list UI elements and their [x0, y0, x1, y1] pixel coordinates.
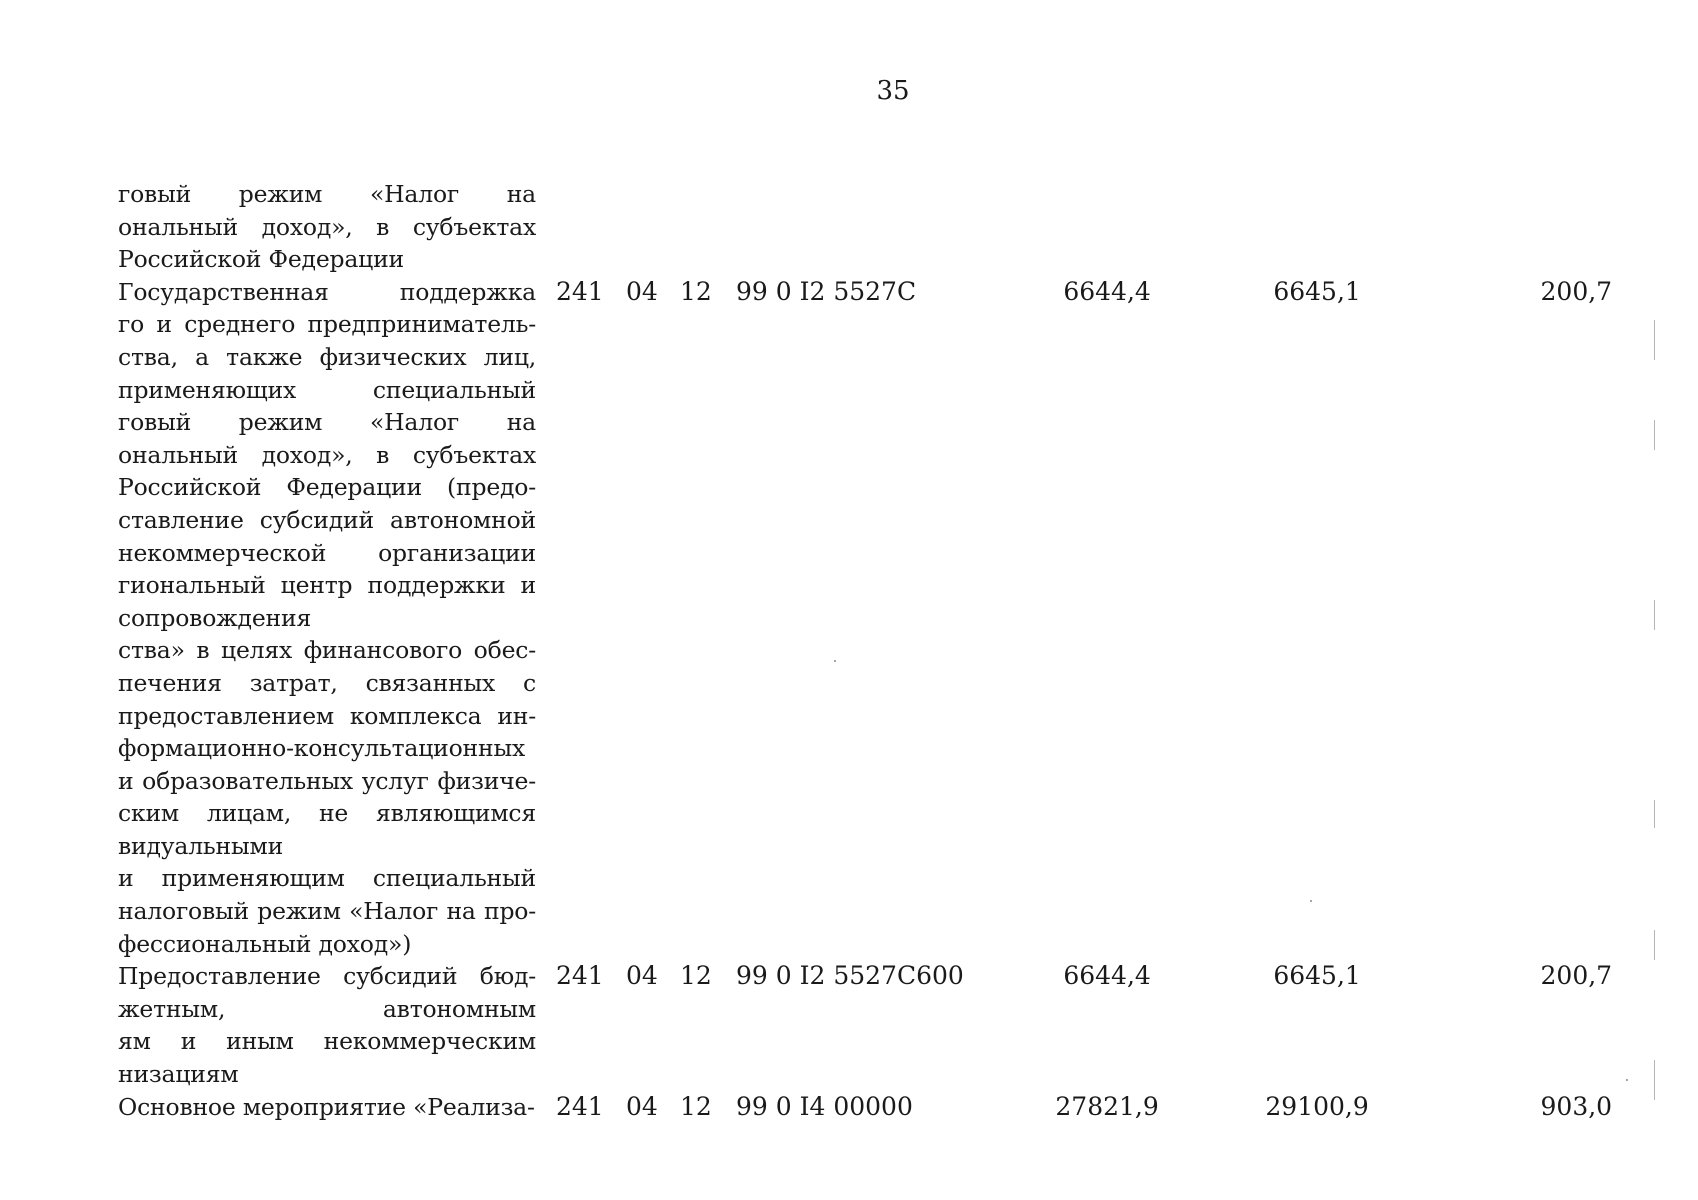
cell-grbs: 241: [556, 276, 604, 306]
cell-amount-3: 200,7: [1540, 961, 1613, 991]
scan-edge-mark: [1654, 420, 1655, 450]
description-line: Основное мероприятие «Реализа-: [118, 1092, 535, 1121]
scan-edge-mark: [1654, 930, 1655, 960]
description-line: видуальными: [118, 831, 284, 860]
description-line: говый режим «Налог на: [118, 180, 536, 208]
cell-expense-type: [916, 1091, 1002, 1124]
description-line: го и среднего предприниматель-: [118, 310, 536, 339]
cell-subsection: [680, 178, 736, 276]
cell-section: [626, 178, 680, 276]
description-line: формационно-консультационных: [118, 734, 526, 763]
cell-target-article: [736, 178, 916, 276]
description-line: говый режим «Налог на: [118, 408, 536, 437]
cell-amount-1: 6644,4: [1063, 961, 1151, 991]
cell-amount-3: 200,7: [1540, 276, 1613, 306]
table-body: [118, 178, 1612, 1123]
cell-target-article: 99 0 I4 00000: [736, 1091, 913, 1121]
description-line: и образовательных услуг физиче-: [118, 766, 536, 795]
description-line: жетным, автономным: [118, 994, 536, 1023]
scan-dot: [1310, 900, 1312, 902]
description-line: ства» в целях финансового обес-: [118, 636, 536, 665]
cell-amount-2: [1212, 178, 1422, 276]
description-line: налоговый режим «Налог на про-: [118, 897, 536, 926]
cell-description: [118, 178, 536, 276]
cell-grbs: [536, 178, 626, 276]
description-line: ональный доход», в субъектах: [118, 212, 536, 241]
scan-dot: [1626, 1079, 1628, 1081]
description-line: фессиональный доход»): [118, 929, 412, 958]
description-line: Российской Федерации (предо-: [118, 473, 536, 502]
scan-edge-mark: [1654, 800, 1655, 828]
cell-grbs: 241: [556, 961, 604, 991]
description-line: некоммерческой организации: [118, 538, 536, 567]
cell-target-article: 99 0 I2 5527C: [736, 961, 917, 991]
description-line: Российской Федерации: [118, 245, 405, 274]
cell-amount-3: 903,0: [1540, 1091, 1613, 1121]
description-line: Государственная поддержка: [118, 277, 536, 306]
scan-dot: [834, 660, 836, 662]
description-line: низациям: [118, 1060, 239, 1089]
description-line: применяющих специальный: [118, 375, 536, 404]
cell-amount-2: 6645,1: [1273, 276, 1361, 306]
cell-section: 04: [626, 276, 658, 306]
description-line: печения затрат, связанных с: [118, 668, 536, 697]
cell-expense-type: [916, 178, 1002, 276]
cell-description: [118, 960, 536, 1090]
scan-edge-mark: [1654, 1060, 1655, 1100]
cell-amount-1: 6644,4: [1063, 276, 1151, 306]
table-row: [118, 276, 1612, 960]
page-number: 35: [876, 76, 910, 106]
scan-edge-mark: [1654, 600, 1655, 630]
table-row: [118, 178, 1612, 276]
scan-edge-mark: [1654, 320, 1655, 360]
description-line: гиональный центр поддержки и: [118, 571, 536, 600]
table-row: [118, 1091, 1612, 1124]
description-line: сопровождения: [118, 603, 312, 632]
cell-amount-1: 27821,9: [1055, 1091, 1159, 1121]
cell-amount-2: 6645,1: [1273, 961, 1361, 991]
cell-section: 04: [626, 1091, 658, 1121]
cell-subsection: 12: [680, 276, 712, 306]
budget-table: [118, 178, 1612, 1123]
description-line: ональный доход», в субъектах: [118, 440, 536, 469]
cell-target-article: 99 0 I2 5527C: [736, 276, 917, 306]
cell-section: 04: [626, 961, 658, 991]
description-line: и применяющим специальный: [118, 864, 536, 893]
cell-grbs: 241: [556, 1091, 604, 1121]
description-line: ставление субсидий автономной: [118, 505, 536, 534]
cell-subsection: 12: [680, 1091, 712, 1121]
cell-subsection: 12: [680, 961, 712, 991]
cell-expense-type: 600: [916, 961, 964, 991]
description-line: Предоставление субсидий бюд-: [118, 962, 536, 991]
cell-description: [118, 276, 536, 960]
table-row: [118, 960, 1612, 1090]
cell-amount-1: [1002, 178, 1212, 276]
cell-expense-type: [916, 276, 1002, 960]
cell-description: [118, 1091, 536, 1124]
description-line: ским лицам, не являющимся: [118, 799, 536, 828]
description-line: предоставлением комплекса ин-: [118, 701, 536, 730]
cell-amount-2: 29100,9: [1265, 1091, 1369, 1121]
description-line: ства, а также физических лиц,: [118, 342, 536, 371]
cell-amount-3: [1422, 178, 1612, 276]
description-line: ям и иным некоммерческим: [118, 1027, 536, 1056]
